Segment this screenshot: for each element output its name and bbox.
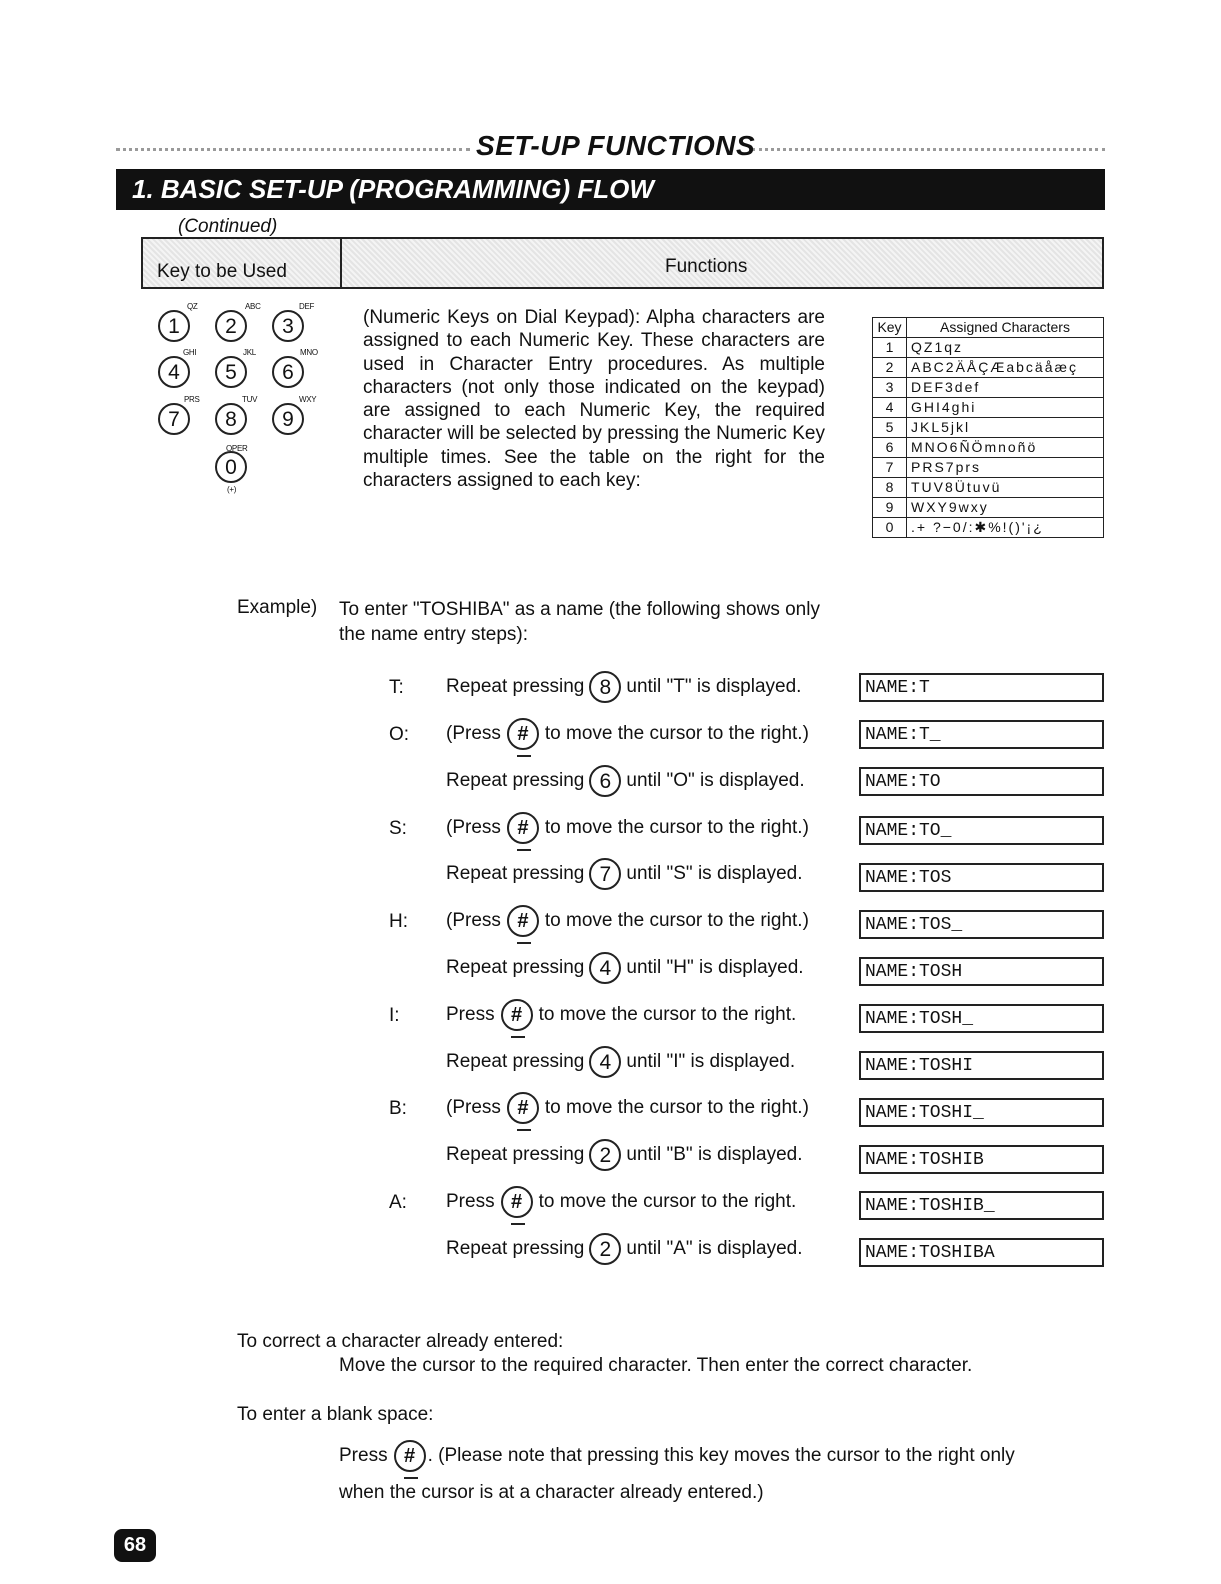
row-chars: MNO6ÑÖmnoñö (907, 438, 1104, 458)
table-row (873, 438, 1104, 458)
lcd-display: NAME:TO_ (859, 816, 1104, 845)
key-5: 5 (215, 356, 247, 388)
hash-key-icon: # (507, 812, 539, 844)
numeric-key-icon: 6 (589, 765, 621, 797)
table-row (873, 358, 1104, 378)
list-item (446, 671, 801, 703)
key-9: 9 (272, 403, 304, 435)
header-functions-label: Functions (665, 256, 748, 277)
list-item (446, 999, 796, 1031)
correct-body: Move the cursor to the required character. Then enter the correct character. (339, 1355, 973, 1376)
list-item (446, 812, 809, 844)
hash-key-icon: # (501, 999, 533, 1031)
step-text: to move the cursor to the right.) (544, 723, 809, 744)
list-item (446, 718, 809, 750)
hash-key-icon: # (507, 1092, 539, 1124)
key-3: 3 (272, 310, 304, 342)
key-6-letters: MNO (300, 348, 318, 357)
row-key: 8 (873, 478, 907, 498)
key-0: 0 (215, 451, 247, 483)
step-text: until "B" is displayed. (626, 1144, 803, 1165)
key-2: 2 (215, 310, 247, 342)
step-text: (Press (446, 910, 501, 931)
list-item (446, 1186, 796, 1218)
header-key-label: Key to be Used (157, 261, 287, 282)
numeric-key-icon: 4 (589, 952, 621, 984)
header-dotted-rule-left (116, 148, 470, 151)
list-item (446, 1092, 809, 1124)
row-key: 2 (873, 358, 907, 378)
header-dotted-rule-right (752, 148, 1105, 151)
key-3-letters: DEF (299, 302, 315, 311)
table-row (873, 518, 1104, 538)
list-item (446, 952, 804, 984)
step-letter: B: (389, 1098, 407, 1119)
table-row (873, 418, 1104, 438)
step-text: (Press (446, 723, 501, 744)
table-row (873, 498, 1104, 518)
row-chars: .+ ?−0/:✱%!()'¡¿ (907, 518, 1104, 538)
table-row (873, 398, 1104, 418)
lcd-display: NAME:TOSH_ (859, 1004, 1104, 1033)
hash-key-icon: # (507, 718, 539, 750)
key-9-letters: WXY (299, 395, 317, 404)
section-title: SET-UP FUNCTIONS (476, 130, 756, 161)
lcd-display: NAME:TOSHIBA (859, 1238, 1104, 1267)
lcd-display: NAME:TOSHI (859, 1051, 1104, 1080)
key-0-plus: (+) (227, 485, 237, 494)
assigned-characters-table (872, 317, 1104, 538)
step-text: Repeat pressing (446, 1238, 585, 1259)
table-header-key-cell (143, 239, 342, 287)
lcd-display: NAME:TOSHIB_ (859, 1191, 1104, 1220)
step-text: to move the cursor to the right. (538, 1191, 797, 1212)
row-chars: TUV8Ütuvü (907, 478, 1104, 498)
row-key: 0 (873, 518, 907, 538)
blank-instruction (339, 1440, 1015, 1472)
step-letter: I: (389, 1005, 400, 1026)
table-header (141, 237, 1104, 289)
example-label: Example) (237, 597, 318, 618)
numeric-key-icon: 2 (589, 1139, 621, 1171)
correct-heading: To correct a character already entered: (237, 1331, 564, 1352)
key-7-letters: PRS (184, 395, 200, 404)
key-8-letters: TUV (242, 395, 258, 404)
table-row (873, 458, 1104, 478)
table-row (873, 378, 1104, 398)
step-text: Repeat pressing (446, 863, 585, 884)
row-chars: JKL5jkl (907, 418, 1104, 438)
lcd-display: NAME:TOSHI_ (859, 1098, 1104, 1127)
key-1-letters: QZ (187, 302, 198, 311)
lcd-display: NAME:T_ (859, 720, 1104, 749)
blank-text-pre: Press (339, 1445, 388, 1466)
row-key: 6 (873, 438, 907, 458)
step-text: Press (446, 1191, 495, 1212)
list-item (446, 765, 805, 797)
table-row (873, 338, 1104, 358)
row-chars: WXY9wxy (907, 498, 1104, 518)
step-text: to move the cursor to the right.) (544, 817, 809, 838)
blank-text-post: . (Please note that pressing this key moves the cursor to the right only (427, 1445, 1015, 1466)
step-text: to move the cursor to the right.) (544, 1097, 809, 1118)
hash-key-icon: # (394, 1440, 426, 1472)
numeric-key-icon: 7 (589, 858, 621, 890)
step-letter: A: (389, 1192, 407, 1213)
lcd-display: NAME:TOS (859, 863, 1104, 892)
numeric-key-icon: 2 (589, 1233, 621, 1265)
step-text: until "T" is displayed. (626, 676, 802, 697)
page-title-banner: 1. BASIC SET-UP (PROGRAMMING) FLOW (116, 169, 1105, 210)
numeric-key-icon: 4 (589, 1046, 621, 1078)
blank-note-line2: when the cursor is at a character already entered.) (339, 1482, 764, 1503)
list-item (446, 858, 803, 890)
key-7: 7 (158, 403, 190, 435)
lcd-display: NAME:T (859, 673, 1104, 702)
row-key: 1 (873, 338, 907, 358)
blank-heading: To enter a blank space: (237, 1404, 434, 1425)
step-text: until "O" is displayed. (626, 770, 805, 791)
step-text: (Press (446, 817, 501, 838)
row-key: 5 (873, 418, 907, 438)
char-table-header-key: Key (873, 318, 907, 338)
step-text: until "S" is displayed. (626, 863, 803, 884)
lcd-display: NAME:TO (859, 767, 1104, 796)
step-text: until "H" is displayed. (626, 957, 804, 978)
key-4-letters: GHI (183, 348, 197, 357)
key-1: 1 (158, 310, 190, 342)
step-letter: H: (389, 911, 408, 932)
key-2-letters: ABC (245, 302, 261, 311)
list-item (446, 905, 809, 937)
keypad-description: (Numeric Keys on Dial Keypad): Alpha characters are assigned to each Numeric Key. These characters are used in Character Entry procedures. As multiple characters (not only those indicated on the keypad) are assigned to each Numeric Key, the required character will be selected by pressing the Numeric Key multiple times. See the table on the right for the characters assigned to each key: (363, 307, 825, 492)
row-chars: ABC2ÄÅÇÆabcäåæç (907, 358, 1104, 378)
list-item (446, 1233, 803, 1265)
char-table-header-chars: Assigned Characters (907, 318, 1104, 338)
row-chars: QZ1qz (907, 338, 1104, 358)
lcd-display: NAME:TOS_ (859, 910, 1104, 939)
key-6: 6 (272, 356, 304, 388)
step-text: until "A" is displayed. (626, 1238, 803, 1259)
step-text: until "I" is displayed. (626, 1051, 796, 1072)
key-8: 8 (215, 403, 247, 435)
lcd-display: NAME:TOSH (859, 957, 1104, 986)
step-text: Press (446, 1004, 495, 1025)
continued-label: (Continued) (178, 216, 278, 237)
table-row (873, 478, 1104, 498)
example-text: To enter "TOSHIBA" as a name (the following shows only the name entry steps): (339, 599, 820, 645)
row-key: 9 (873, 498, 907, 518)
row-chars: PRS7prs (907, 458, 1104, 478)
page-number: 68 (114, 1529, 156, 1562)
numeric-key-icon: 8 (589, 671, 621, 703)
step-text: to move the cursor to the right. (538, 1004, 797, 1025)
list-item (446, 1046, 795, 1078)
row-key: 3 (873, 378, 907, 398)
step-letter: T: (389, 677, 404, 698)
row-chars: DEF3def (907, 378, 1104, 398)
step-letter: S: (389, 818, 407, 839)
step-text: Repeat pressing (446, 676, 585, 697)
hash-key-icon: # (501, 1186, 533, 1218)
step-text: (Press (446, 1097, 501, 1118)
step-text: to move the cursor to the right.) (544, 910, 809, 931)
row-key: 4 (873, 398, 907, 418)
key-4: 4 (158, 356, 190, 388)
hash-key-icon: # (507, 905, 539, 937)
lcd-display: NAME:TOSHIB (859, 1145, 1104, 1174)
step-letter: O: (389, 724, 410, 745)
step-text: Repeat pressing (446, 957, 585, 978)
step-text: Repeat pressing (446, 1144, 585, 1165)
step-text: Repeat pressing (446, 1051, 585, 1072)
key-5-letters: JKL (243, 348, 256, 357)
key-0-letters: OPER (226, 444, 248, 453)
list-item (446, 1139, 803, 1171)
table-row (873, 318, 1104, 338)
row-chars: GHI4ghi (907, 398, 1104, 418)
row-key: 7 (873, 458, 907, 478)
step-text: Repeat pressing (446, 770, 585, 791)
